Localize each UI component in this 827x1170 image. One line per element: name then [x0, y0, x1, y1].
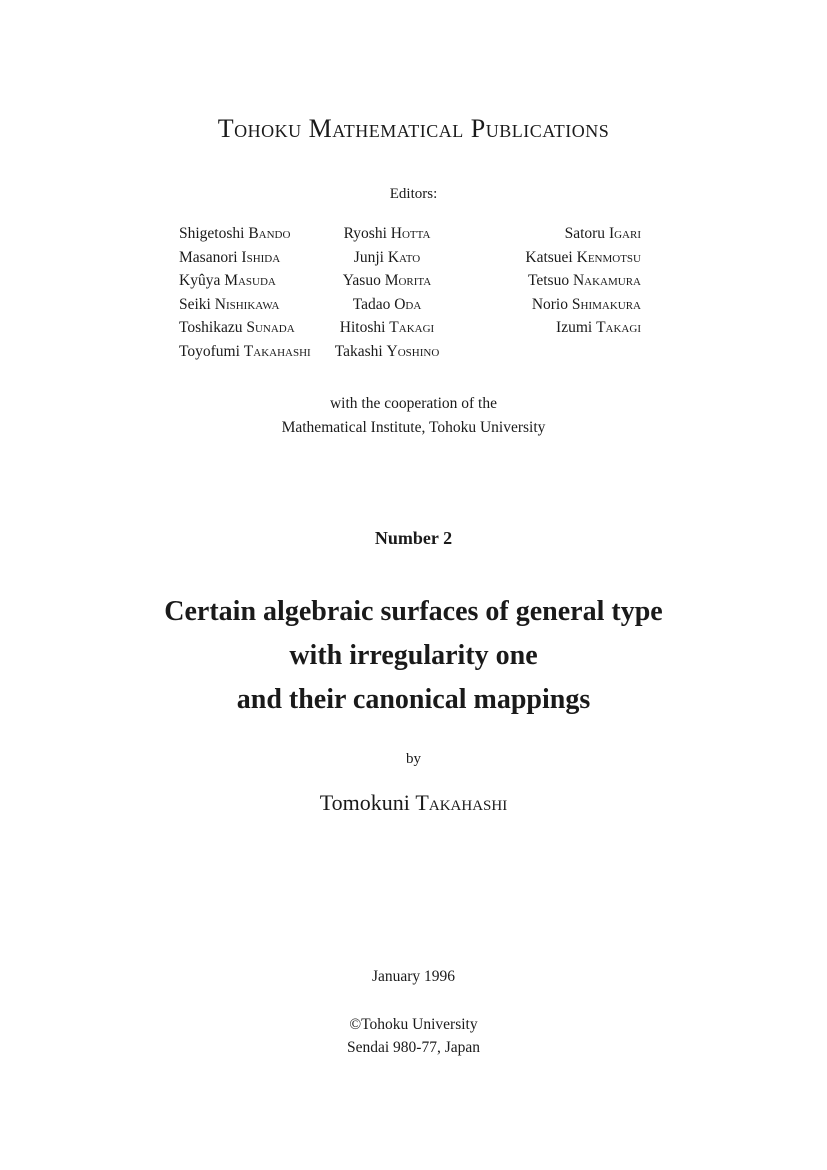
editor-name: Satoru Igari	[564, 225, 641, 242]
editor-row	[179, 319, 641, 343]
editor-row	[179, 272, 641, 296]
cooperation-line: with the cooperation of the	[329, 395, 497, 412]
editor-row	[179, 225, 641, 249]
editors-label: Editors:	[389, 186, 438, 202]
editor-name: Ryoshi Hotta	[343, 225, 431, 242]
editors-list	[179, 225, 641, 367]
title-line: and their canonical mappings	[236, 684, 591, 715]
editor-name: Norio Shimakura	[531, 295, 641, 313]
title-line: with irregularity one	[289, 640, 538, 671]
series-number: Number 2	[374, 528, 453, 548]
editor-row	[179, 296, 641, 320]
editor-name: Toshikazu Sunada	[179, 319, 295, 337]
cooperation-institute: Mathematical Institute, Tohoku University	[281, 419, 546, 436]
editor-name: Yasuo Morita	[342, 272, 432, 290]
editor-name: Masanori Ishida	[179, 248, 281, 266]
copyright-line: ©Tohoku University	[349, 1016, 478, 1033]
editor-name: Katsuei Kenmotsu	[525, 248, 641, 266]
editor-name: Tadao Oda	[352, 295, 422, 313]
editor-row	[179, 343, 641, 367]
editor-name: Seiki Nishikawa	[179, 295, 280, 313]
editor-name: Tetsuo Nakamura	[527, 272, 641, 290]
cooperation-note	[0, 392, 827, 440]
editor-name: Takashi Yoshino	[334, 342, 440, 360]
publication-date: January 1996	[371, 968, 456, 985]
editor-name: Izumi Takagi	[556, 319, 641, 337]
by-label: by	[406, 751, 421, 767]
editor-name: Kyûya Masuda	[179, 272, 276, 290]
editor-name: Hitoshi Takagi	[339, 319, 435, 337]
editor-name: Toyofumi Takahashi	[179, 342, 311, 360]
author-name: Tomokuni Takahashi	[319, 790, 508, 815]
address-line: Sendai 980-77, Japan	[346, 1039, 480, 1056]
series-title: Tohoku Mathematical Publications	[217, 114, 610, 143]
book-title	[0, 590, 827, 722]
editor-row	[179, 249, 641, 273]
editor-name: Shigetoshi Bando	[179, 225, 291, 242]
editor-name: Junji Kato	[353, 248, 421, 266]
title-line: Certain algebraic surfaces of general type	[164, 596, 663, 627]
publisher-info	[0, 1013, 827, 1059]
